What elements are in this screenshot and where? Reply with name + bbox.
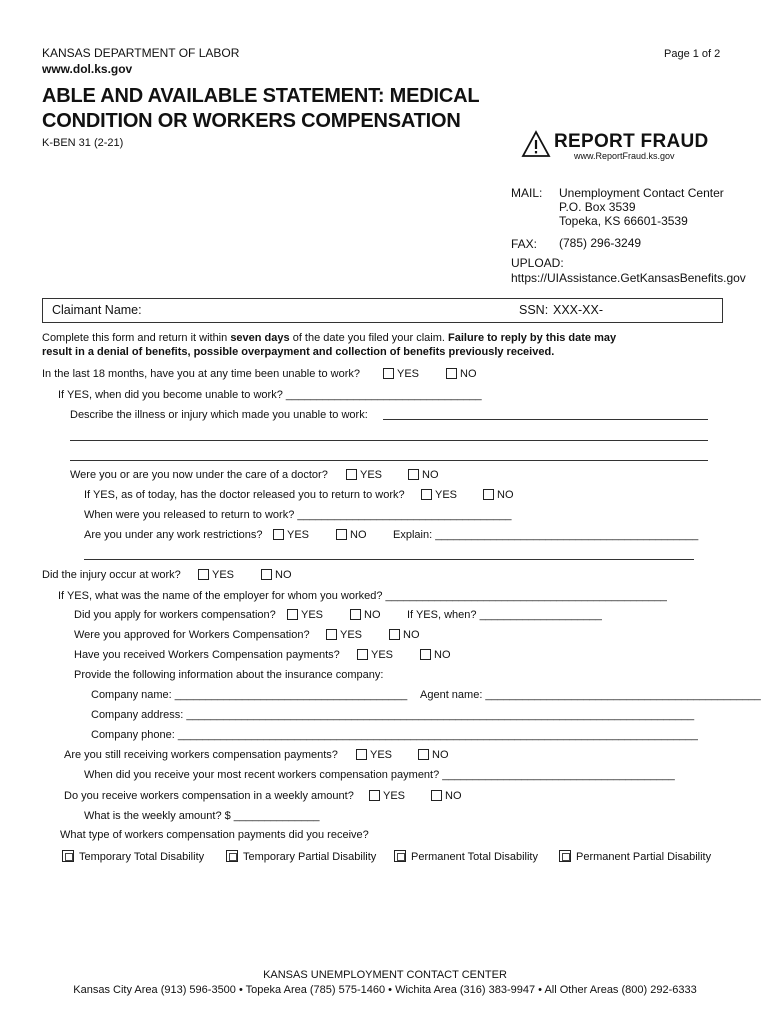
- yes-label: YES: [212, 569, 235, 581]
- mail-address-line1: Unemployment Contact Center: [559, 186, 724, 200]
- no-label: NO: [460, 368, 477, 380]
- checkbox[interactable]: [198, 569, 209, 580]
- checkbox[interactable]: [559, 850, 571, 862]
- checkbox[interactable]: [420, 649, 431, 660]
- apply-comp-yes[interactable]: [287, 609, 323, 621]
- checkbox[interactable]: [273, 529, 284, 540]
- injury-at-work-yes[interactable]: [198, 569, 234, 581]
- no-label: NO: [403, 629, 420, 641]
- checkbox[interactable]: [356, 749, 367, 760]
- instructions-line1: [42, 332, 616, 344]
- approved-comp-yes[interactable]: [326, 629, 362, 641]
- footer-phones: Kansas City Area (913) 596-3500 • Topeka Area (785) 575-1460 • Wichita Area (316) 383-9947 • All Other Areas (800) 292-6333: [73, 984, 697, 996]
- mail-address-line2: P.O. Box 3539: [559, 200, 636, 214]
- checkbox[interactable]: [446, 368, 457, 379]
- yes-label: YES: [371, 649, 394, 661]
- checkbox[interactable]: [394, 850, 406, 862]
- yes-label: YES: [435, 489, 458, 501]
- checkbox[interactable]: [346, 469, 357, 480]
- doctor-released-no[interactable]: [483, 489, 514, 501]
- approved-comp-no[interactable]: [389, 629, 420, 641]
- weekly-amount-yes[interactable]: [369, 790, 405, 802]
- apply-comp-when-field[interactable]: If YES, when? ____________________: [407, 609, 602, 621]
- describe-illness-line-1[interactable]: [383, 419, 708, 420]
- yes-label: YES: [360, 469, 383, 481]
- checkbox[interactable]: [326, 629, 337, 640]
- yes-label: YES: [370, 749, 393, 761]
- checkbox[interactable]: [357, 649, 368, 660]
- form-code: K-BEN 31 (2-21): [42, 137, 124, 149]
- describe-illness-line-3[interactable]: [70, 460, 708, 461]
- agency-website[interactable]: www.dol.ks.gov: [42, 62, 133, 76]
- question-work-restrictions: Are you under any work restrictions?: [84, 529, 263, 541]
- company-address-field[interactable]: Company address: ___________________________________________________________________________________: [91, 709, 695, 721]
- checkbox[interactable]: [336, 529, 347, 540]
- claimant-info-box: [42, 298, 723, 323]
- mail-label: MAIL:: [511, 186, 543, 200]
- no-label: NO: [445, 790, 462, 802]
- question-doctor-care: Were you or are you now under the care of a doctor?: [70, 469, 328, 481]
- received-payments-no[interactable]: [420, 649, 451, 661]
- checkbox[interactable]: [431, 790, 442, 801]
- checkbox[interactable]: [287, 609, 298, 620]
- ssn-value[interactable]: XXX-XX-: [553, 303, 604, 317]
- checkbox[interactable]: [421, 489, 432, 500]
- no-label: NO: [422, 469, 439, 481]
- question-received-payments: Have you received Workers Compensation payments?: [74, 649, 340, 661]
- report-fraud-label: REPORT FRAUD: [554, 131, 709, 152]
- weekly-amount-no[interactable]: [431, 790, 462, 802]
- checkbox[interactable]: [408, 469, 419, 480]
- no-label: NO: [432, 749, 449, 761]
- when-unable-field[interactable]: If YES, when did you become unable to work? ________________________________: [58, 389, 482, 401]
- injury-at-work-no[interactable]: [261, 569, 292, 581]
- report-fraud-url[interactable]: www.ReportFraud.ks.gov: [574, 151, 675, 161]
- option-temporary-total[interactable]: [62, 850, 204, 863]
- question-injury-at-work: Did the injury occur at work?: [42, 569, 181, 581]
- no-label: NO: [275, 569, 292, 581]
- insurance-info-label: Provide the following information about the insurance company:: [74, 669, 384, 681]
- doctor-care-no[interactable]: [408, 469, 439, 481]
- question-still-receiving: Are you still receiving workers compensation payments?: [64, 749, 338, 761]
- doctor-released-yes[interactable]: [421, 489, 457, 501]
- no-label: NO: [434, 649, 451, 661]
- restrictions-explain-field[interactable]: Explain: ___________________________________________: [393, 529, 699, 541]
- instructions-deadline: seven days: [230, 332, 290, 344]
- instructions-text: Complete this form and return it within: [42, 332, 231, 344]
- instructions-line2: result in a denial of benefits, possible overpayment and collection of benefits previously received.: [42, 346, 555, 358]
- option-label: Permanent Partial Disability: [576, 851, 712, 863]
- no-label: NO: [350, 529, 367, 541]
- yes-label: YES: [340, 629, 363, 641]
- checkbox[interactable]: [383, 368, 394, 379]
- question-unable-to-work: In the last 18 months, have you at any time been unable to work?: [42, 368, 360, 380]
- doctor-care-yes[interactable]: [346, 469, 382, 481]
- no-label: NO: [497, 489, 514, 501]
- checkbox[interactable]: [369, 790, 380, 801]
- checkbox[interactable]: [389, 629, 400, 640]
- yes-label: YES: [383, 790, 406, 802]
- form-title-line2: CONDITION OR WORKERS COMPENSATION: [42, 110, 461, 132]
- checkbox[interactable]: [62, 850, 74, 862]
- agent-name-field[interactable]: Agent name: _____________________________________________: [420, 689, 761, 701]
- option-label: Temporary Total Disability: [79, 851, 205, 863]
- checkbox[interactable]: [261, 569, 272, 580]
- footer-title: KANSAS UNEMPLOYMENT CONTACT CENTER: [263, 969, 507, 981]
- checkbox[interactable]: [226, 850, 238, 862]
- checkbox[interactable]: [483, 489, 494, 500]
- warning-icon: [521, 130, 551, 158]
- describe-illness-line-2[interactable]: [70, 440, 708, 441]
- employer-name-field[interactable]: If YES, what was the name of the employer for whom you worked? ______________________________________________: [58, 590, 667, 602]
- unable-to-work-yes[interactable]: [383, 368, 419, 380]
- yes-label: YES: [397, 368, 420, 380]
- checkbox[interactable]: [418, 749, 429, 760]
- weekly-amount-field[interactable]: What is the weekly amount? $ ______________: [84, 810, 320, 822]
- company-phone-field[interactable]: Company phone: _____________________________________________________________________________________: [91, 729, 698, 741]
- question-doctor-released: If YES, as of today, has the doctor released you to return to work?: [84, 489, 405, 501]
- option-label: Permanent Total Disability: [411, 851, 538, 863]
- agency-name: KANSAS DEPARTMENT OF LABOR: [42, 46, 240, 60]
- yes-label: YES: [287, 529, 310, 541]
- ssn-label: SSN:: [519, 303, 549, 317]
- released-date-field[interactable]: When were you released to return to work? ___________________________________: [84, 509, 512, 521]
- no-label: NO: [364, 609, 381, 621]
- fax-label: FAX:: [511, 237, 538, 251]
- restrictions-no[interactable]: [336, 529, 367, 541]
- question-apply-comp: Did you apply for workers compensation?: [74, 609, 276, 621]
- mail-address-line3: Topeka, KS 66601-3539: [559, 214, 688, 228]
- instructions-warning: Failure to reply by this date may: [448, 332, 617, 344]
- instructions-text-2: of the date you filed your claim.: [289, 332, 449, 344]
- option-temporary-partial[interactable]: [226, 850, 376, 863]
- option-permanent-partial[interactable]: [559, 850, 711, 863]
- company-name-field[interactable]: Company name: ______________________________________: [91, 689, 408, 701]
- still-receiving-no[interactable]: [418, 749, 449, 761]
- claimant-name-label: Claimant Name:: [52, 303, 142, 317]
- fax-number: (785) 296-3249: [559, 236, 642, 250]
- unable-to-work-no[interactable]: [446, 368, 477, 380]
- upload-url[interactable]: https://UIAssistance.GetKansasBenefits.gov: [511, 271, 746, 285]
- restrictions-yes[interactable]: [273, 529, 309, 541]
- question-payment-type: What type of workers compensation payments did you receive?: [60, 829, 369, 841]
- apply-comp-no[interactable]: [350, 609, 381, 621]
- describe-illness-label: Describe the illness or injury which made you unable to work:: [70, 409, 368, 421]
- restrictions-explain-line-2[interactable]: [84, 559, 694, 560]
- question-weekly-amount: Do you receive workers compensation in a weekly amount?: [64, 790, 354, 802]
- most-recent-payment-field[interactable]: When did you receive your most recent workers compensation payment? ______________________________________: [84, 769, 675, 781]
- upload-label: UPLOAD:: [511, 256, 564, 270]
- yes-label: YES: [301, 609, 324, 621]
- option-label: Temporary Partial Disability: [243, 851, 377, 863]
- option-permanent-total[interactable]: [394, 850, 538, 863]
- still-receiving-yes[interactable]: [356, 749, 392, 761]
- page-number: Page 1 of 2: [664, 48, 721, 60]
- form-title-line1: ABLE AND AVAILABLE STATEMENT: MEDICAL: [42, 85, 480, 107]
- received-payments-yes[interactable]: [357, 649, 393, 661]
- question-approved-comp: Were you approved for Workers Compensation?: [74, 629, 310, 641]
- checkbox[interactable]: [350, 609, 361, 620]
